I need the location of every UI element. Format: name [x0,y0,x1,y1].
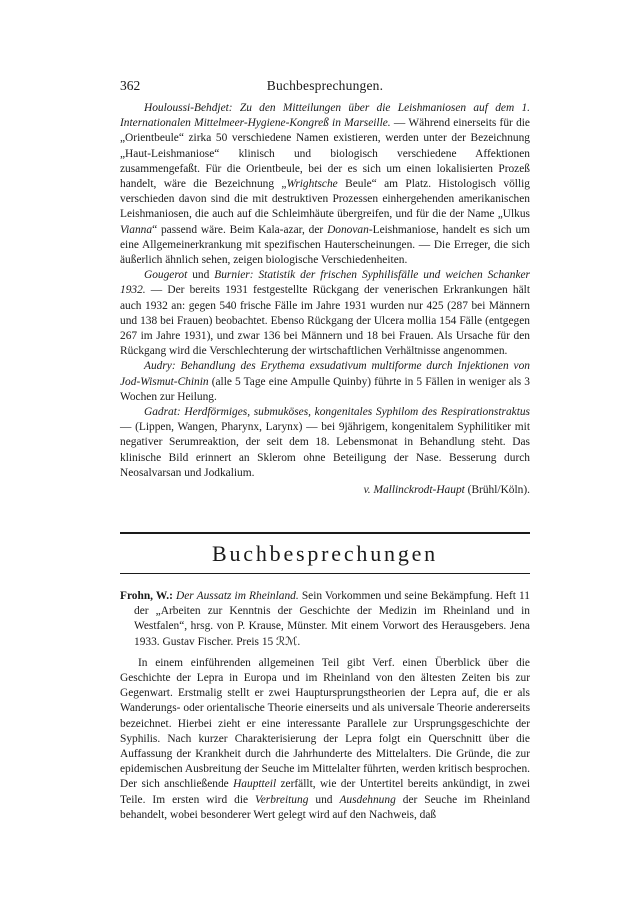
abstracts-section [120,101,530,498]
abstract-lead: Houloussi-Behdjet: Zu den Mitteilungen über die Leishmaniosen auf dem 1. Internationalen Mittelmeer-Hygiene-Kongreß in Marseille. [120,102,530,130]
section-rule-bottom [120,573,530,574]
review-body: In einem einführenden allgemeinen Teil gibt Verf. einen Überblick über die Geschichte der Lepra in Europa und im Rheinland von den ältesten Zeiten bis zur Gegenwart. Erstmalig stellt er zwei Hauptursprungstheorien der Lepra auf, die er als Wanderungs- oder orientalische Theorie einerseits und als universale Theorie andererseits bezeichnet. Hierbei zieht er eine interessante Parallele zur Ursprungsgeschichte der Syphilis. Nach kurzer Charakterisierung der Lepra folgt ein Querschnitt über die Auffassung der Krankheit durch die Jahrhunderte des Mittelalters. Die Gründe, die zur epidemischen Ausbreitung der Seuche im Mittelalter führten, werden kritisch besprochen. Der sich anschließende Hauptteil zerfällt, wie der Untertitel bereits ankündigt, in zwei Teile. Im ersten wird die Verbreitung und Ausdehnung der Seuche im Rheinland behandelt, wobei besonderer Wert gelegt wird auf den Nachweis, daß [120,656,531,821]
abstract-lead: Gougerot [144,269,188,282]
review-details: Sein Vorkommen und seine Bekämpfung. Heft 11 der „Arbeiten zur Kenntnis der Geschichte der Medizin im Rheinland und in Westfalen“, hrsg. von P. Krause, Münster. Mit einem Vorwort des Herausgebers. Jena 1933. Gustav Fischer. Preis 15 ℛℳ. [134,590,530,648]
section-rule-top [120,532,530,534]
signature-author: v. Mallinckrodt-Haupt [363,484,465,497]
abstract-lead: Audry: Behandlung des Erythema exsudativum multiforme durch Injektionen von Jod-Wismut-Chinin [120,360,530,388]
abstract-gadrat: Gadrat: Herdförmiges, submuköses, kongenitales Syphilom des Respirationstraktus — (Lippen, Wangen, Pharynx, Larynx) — bei 9jährigem, kongenitalem Syphilitiker mit negativer Serumreaktion, der seit dem 18. Lebensmonat in Behandlung steht. Das klinische Bild erinnert an Sklerom ohne Beteiligung der Nase. Besserung durch Neosalvarsan und Jodkalium. [120,406,530,479]
page-number: 362 [120,78,141,93]
abstract-lead: Gadrat: Herdförmiges, submuköses, kongenitales Syphilom des Respirationstraktus [144,406,530,419]
section-title: Buchbesprechungen [212,541,438,566]
abstract-houloussi: Houloussi-Behdjet: Zu den Mitteilungen über die Leishmaniosen auf dem 1. Internationalen Mittelmeer-Hygiene-Kongreß in Marseille. — Während einerseits für die „Orientbeule“ zirka 50 verschiedene Namen existieren, werden unter der Bezeichnung „Haut-Leishmaniose“ klinisch und biologisch verschiedene Affektionen zusammengefaßt. Für die Orientbeule, bei der es sich um einen lokalisierten Prozeß handelt, wäre die Bezeichnung „Wrightsche Beule“ am Platz. Histologisch völlig verschieden davon sind die mit destruktiven Prozessen einhergehenden amerikanischen Leishmaniosen, die auch auf die Schleimhäute übergreifen, und für die der Name „Ulkus Vianna“ passend wäre. Beim Kala-azar, der Donovan-Leishmaniose, handelt es sich um eine Allgemeinerkrankung mit spezifischen Hauterscheinungen. — Die Erreger, die sich äußerlich ähnlich sehen, zeigen biologische Verschiedenheiten. [120,102,531,267]
signature [120,483,530,498]
book-review [120,589,530,823]
abstract-gougerot: Gougerot und Burnier: Statistik der frischen Syphilisfälle und weichen Schanker 1932. — Der bereits 1931 festgestellte Rückgang der venerischen Erkrankungen hält auch 1932 an: gegen 540 frische Fälle im Jahre 1931 wurden nur 425 (287 bei Männern und 138 bei Frauen) beobachtet. Ebenso Rückgang der Ulcera mollia 154 Fälle (entgegen 267 im Jahre 1931), und zwar 136 bei Männern und 18 bei Frauen. Als Ursache für den Rückgang wird die Verschlechterung der wirtschaftlichen Verhältnisse angenommen. [120,269,530,358]
review-author: Frohn, W.: [120,590,173,602]
abstract-audry: Audry: Behandlung des Erythema exsudativum multiforme durch Injektionen von Jod-Wismut-Chinin (alle 5 Tage eine Ampulle Quinby) führte in 5 Fällen in weniger als 3 Wochen zur Heilung. [120,360,530,403]
page-header [120,78,530,96]
review-title: Der Aussatz im Rheinland. [176,590,299,602]
signature-place: (Brühl/Köln). [464,484,530,497]
review-citation [120,589,530,650]
running-title: Buchbesprechungen. [266,78,384,93]
